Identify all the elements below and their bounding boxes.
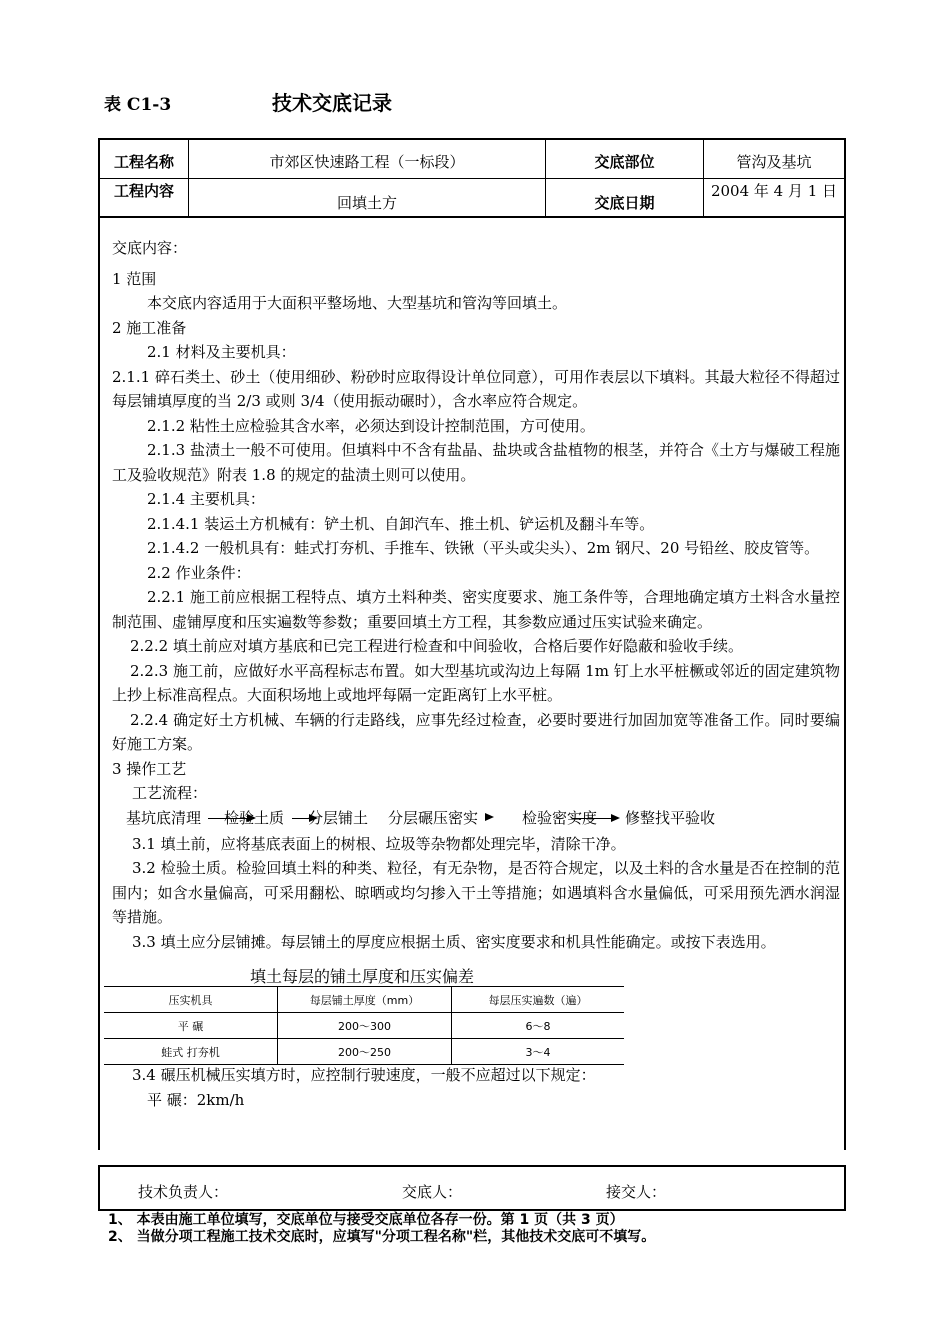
part-value: 管沟及基坑 — [736, 153, 812, 171]
receiver-label: 接交人： — [606, 1183, 667, 1201]
disclosure-content — [112, 236, 840, 1112]
signature-row — [98, 1165, 846, 1211]
paragraph: 2.2.2 填土前应对填方基底和已完工程进行检查和中间验收，合格后要作好隐蔽和验收手续。 — [130, 637, 743, 655]
paragraph: 2.2.3 施工前，应做好水平高程标志布置。如大型基坑或沟边上每隔 1m 钉上水平桩橛或邻近的固定建筑物上抄上标准高程点。大面积场地上或地坪每隔一定距离钉上水平桩。 — [112, 661, 840, 704]
paragraph: 2.1.2 粘性土应检验其含水率，必须达到设计控制范围，方可使用。 — [147, 416, 595, 435]
flow-step: 基坑底清理 — [126, 808, 202, 827]
note-line: 2、 当做分项工程施工技术交底时，应填写"分项工程名称"栏，其他技术交底可不填写。 — [108, 1229, 656, 1245]
table-row — [104, 1013, 624, 1039]
flow-arrow — [572, 818, 618, 819]
table-header-row — [104, 987, 624, 1013]
table-cell: 3～4 — [452, 1039, 625, 1065]
date-value: 2004 年 4 月 1 日 — [710, 182, 838, 200]
paragraph: 2.1.3 盐渍土一般不可使用。但填料中不含有盐晶、盐块或含盐植物的根茎，并符合《土方与爆破工程施工及验收规范》附表 1.8 的规定的盐渍土则可以使用。 — [112, 441, 840, 484]
info-table — [98, 138, 846, 218]
date-label: 交底日期 — [594, 194, 655, 212]
table-header: 压实机具 — [104, 987, 278, 1013]
content-left-border — [98, 218, 100, 1150]
discloser-label: 交底人： — [402, 1183, 463, 1201]
table-header: 每层压实遍数（遍） — [452, 987, 625, 1013]
content-heading: 交底内容： — [112, 239, 188, 257]
flow-step: 分层铺土 — [308, 808, 369, 827]
flow-step: 检验密实度 — [522, 808, 598, 827]
paragraph: 平 碾：2km/h — [147, 1090, 245, 1109]
table-caption: 填土每层的铺土厚度和压实偏差 — [250, 967, 475, 986]
subsection-heading: 2.2 作业条件： — [147, 563, 251, 582]
subsection-heading: 2.1 材料及主要机具： — [147, 343, 296, 361]
subsection-heading: 2.1.4 主要机具： — [147, 490, 265, 508]
flow-arrow — [292, 818, 316, 819]
paragraph: 2.1.4.2 一般机具有：蛙式打夯机、手推车、铁锹（平头或尖头）、2m 钢尺、20 号铅丝、胶皮管等。 — [147, 539, 820, 557]
table-cell: 平 碾 — [104, 1013, 278, 1039]
content-label: 工程内容 — [113, 182, 174, 200]
table-cell: 蛙式 打夯机 — [104, 1039, 278, 1065]
paragraph: 3.1 填土前，应将基底表面上的树根、垃圾等杂物都处理完毕，清除干净。 — [132, 834, 626, 853]
note-line: 1、 本表由施工单位填写，交底单位与接受交底单位各存一份。第 1 页（共 3 页） — [108, 1212, 624, 1228]
footer-notes — [108, 1212, 655, 1246]
flow-step: 修整找平验收 — [625, 808, 716, 827]
compaction-table — [104, 986, 624, 1065]
project-name-label: 工程名称 — [113, 153, 174, 171]
section-heading: 2 施工准备 — [112, 318, 187, 337]
paragraph: 本交底内容适用于大面积平整场地、大型基坑和管沟等回填土。 — [147, 294, 568, 312]
tech-lead-label: 技术负责人： — [138, 1183, 229, 1201]
section-heading: 3 操作工艺 — [112, 759, 187, 778]
table-cell: 200～250 — [278, 1039, 452, 1065]
table-header: 每层铺土厚度（mm） — [278, 987, 452, 1013]
paragraph: 2.2.1 施工前应根据工程特点、填方土料种类、密实度要求、施工条件等，合理地确定填方土料含水量控制范围、虚铺厚度和压实遍数等参数；重要回填土方工程，其参数应通过压实试验来确定。 — [112, 588, 840, 631]
table-row — [104, 1039, 624, 1065]
flow-label: 工艺流程： — [132, 784, 208, 802]
flow-arrow — [208, 818, 254, 819]
section-heading: 1 范围 — [112, 269, 157, 288]
paragraph: 3.3 填土应分层铺摊。每层铺土的厚度应根据土质、密实度要求和机具性能确定。或按下表选用。 — [132, 932, 776, 951]
paragraph: 2.1.4.1 装运土方机械有：铲土机、自卸汽车、推土机、铲运机及翻斗车等。 — [147, 514, 655, 533]
flow-step: 分层碾压密实 — [388, 808, 479, 827]
table-cell: 6～8 — [452, 1013, 625, 1039]
process-flow — [112, 806, 840, 832]
form-code: 表 C1-3 — [104, 95, 172, 115]
paragraph: 3.4 碾压机械压实填方时，应控制行驶速度，一般不应超过以下规定： — [132, 1066, 596, 1084]
content-right-border — [844, 218, 846, 1150]
content-value: 回填土方 — [336, 194, 397, 212]
flow-step: 检验土质 — [224, 808, 285, 827]
page-title: 技术交底记录 — [272, 91, 392, 115]
project-name-value: 市郊区快速路工程（一标段） — [269, 153, 465, 171]
paragraph: 3.2 检验土质。检验回填土料的种类、粒径，有无杂物，是否符合规定，以及土料的含水量是否在控制的范围内；如含水量偏高，可采用翻松、晾晒或均匀掺入干土等措施；如遇填料含水量偏低，可采用预先洒水润湿等措施。 — [112, 859, 840, 926]
paragraph: 2.2.4 确定好土方机械、车辆的行走路线，应事先经过检查，必要时要进行加固加宽等准备工作。同时要编好施工方案。 — [112, 710, 840, 753]
paragraph: 2.1.1 碎石类土、砂土（使用细砂、粉砂时应取得设计单位同意），可用作表层以下填料。其最大粒径不得超过每层铺填厚度的当 2/3 或则 3/4（使用振动碾时），含水率应符合规定。 — [112, 367, 840, 410]
table-cell: 200～300 — [278, 1013, 452, 1039]
part-label: 交底部位 — [594, 153, 655, 171]
